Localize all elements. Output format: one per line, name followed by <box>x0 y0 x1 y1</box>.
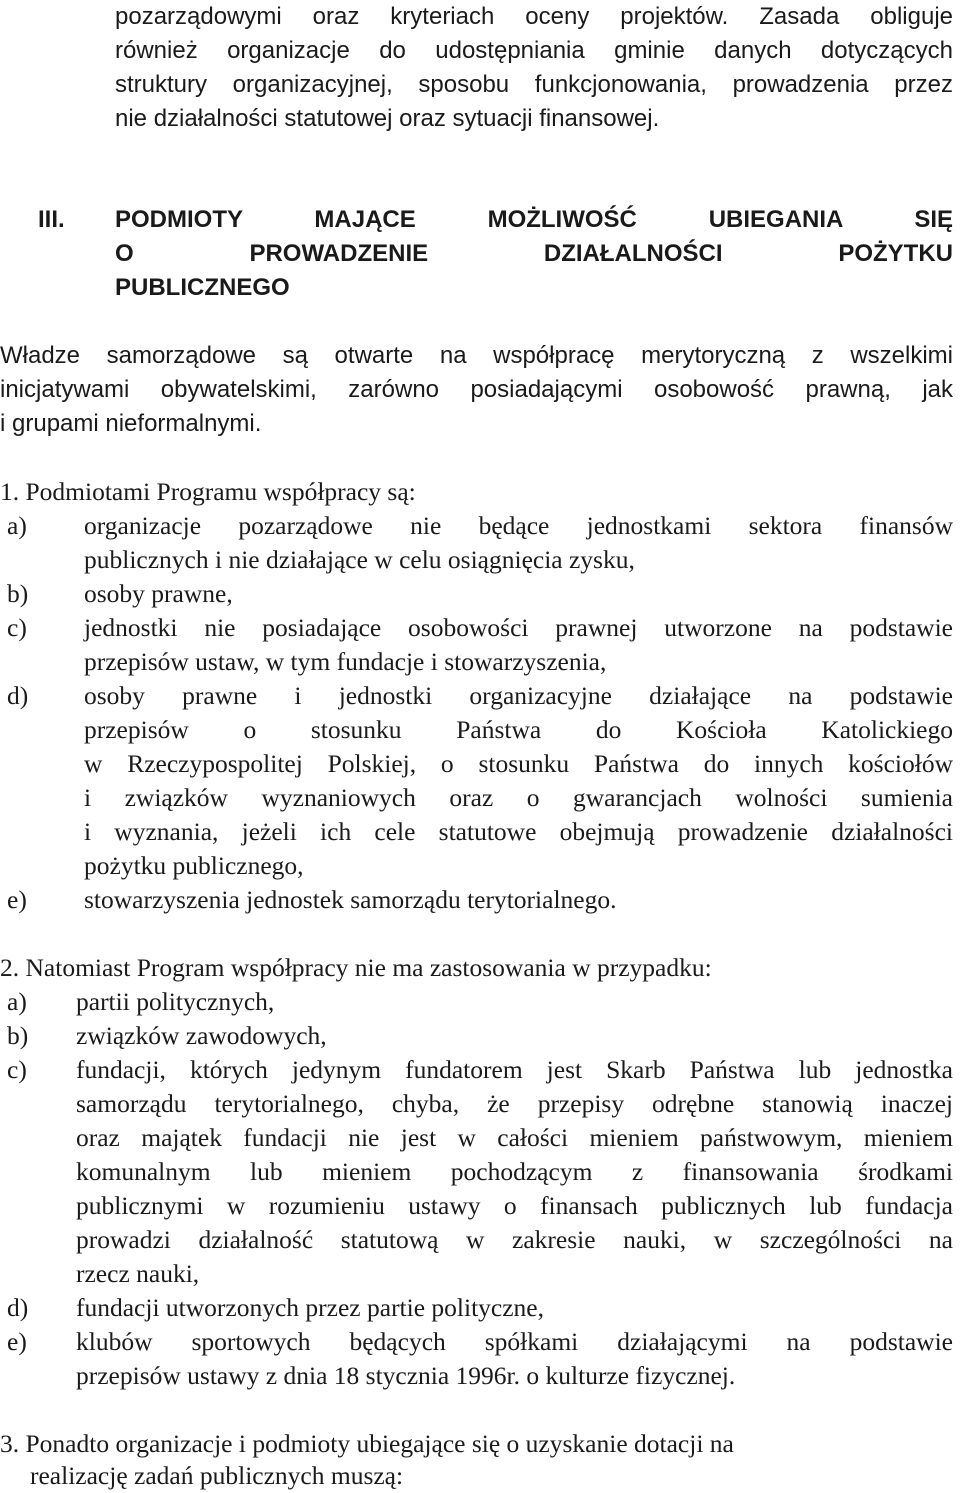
paragraph-line: pozarządowymi oraz kryteriach oceny projektów. Zasada obliguje <box>115 3 953 30</box>
item-line: fundacji utworzonych przez partie polityczne, <box>76 1293 545 1322</box>
paragraph-line: i grupami nieformalnymi. <box>0 410 262 437</box>
section-title-line: O PROWADZENIE DZIAŁALNOŚCI POŻYTKU <box>115 240 953 267</box>
paragraph-line: 3. Ponadto organizacje i podmioty ubiegające się o uzyskanie dotacji na <box>0 1429 734 1458</box>
item-line: w Rzeczypospolitej Polskiej, o stosunku Państwa do innych kościołów <box>84 749 953 778</box>
point-heading: 1. Podmiotami Programu współpracy są: <box>0 477 416 506</box>
item-line: jednostki nie posiadające osobowości prawnej utworzone na podstawie <box>84 613 953 642</box>
item-marker: c) <box>7 1055 27 1084</box>
item-marker: b) <box>7 1021 29 1050</box>
paragraph-line: inicjatywami obywatelskimi, zarówno posiadającymi osobowość prawną, jak <box>0 376 953 403</box>
item-line: prowadzi działalność statutową w zakresie nauki, w szczególności na <box>76 1225 953 1254</box>
item-line: osoby prawne i jednostki organizacyjne działające na podstawie <box>84 681 953 710</box>
item-marker: e) <box>7 885 27 914</box>
paragraph-line: struktury organizacyjnej, sposobu funkcjonowania, prowadzenia przez <box>115 71 953 98</box>
item-line: publicznych i nie działające w celu osiągnięcia zysku, <box>84 545 635 574</box>
item-line: i związków wyznaniowych oraz o gwarancjach wolności sumienia <box>84 783 953 812</box>
item-line: klubów sportowych będących spółkami działającymi na podstawie <box>76 1327 953 1356</box>
paragraph-line: również organizacje do udostępniania gminie danych dotyczących <box>115 37 953 64</box>
item-marker: e) <box>7 1327 27 1356</box>
item-line: oraz majątek fundacji nie jest w całości mieniem państwowym, mieniem <box>76 1123 953 1152</box>
item-line: organizacje pozarządowe nie będące jednostkami sektora finansów <box>84 511 953 540</box>
paragraph-line: Władze samorządowe są otwarte na współpracę merytoryczną z wszelkimi <box>0 342 953 369</box>
item-marker: a) <box>7 511 27 540</box>
item-line: fundacji, których jedynym fundatorem jest Skarb Państwa lub jednostka <box>76 1055 953 1084</box>
section-title-line: PUBLICZNEGO <box>115 274 290 301</box>
item-marker: a) <box>7 987 27 1016</box>
item-line: rzecz nauki, <box>76 1259 200 1288</box>
item-line: przepisów ustawy z dnia 18 stycznia 1996r. o kulturze fizycznej. <box>76 1361 736 1390</box>
item-line: związków zawodowych, <box>76 1021 327 1050</box>
item-line: przepisów ustaw, w tym fundacje i stowarzyszenia, <box>84 647 607 676</box>
section-title-line: PODMIOTY MAJĄCE MOŻLIWOŚĆ UBIEGANIA SIĘ <box>115 206 953 233</box>
point-heading: 2. Natomiast Program współpracy nie ma zastosowania w przypadku: <box>0 953 712 982</box>
paragraph-line: nie działalności statutowej oraz sytuacji finansowej. <box>115 105 660 132</box>
item-line: przepisów o stosunku Państwa do Kościoła Katolickiego <box>84 715 953 744</box>
item-line: osoby prawne, <box>84 579 233 608</box>
item-line: stowarzyszenia jednostek samorządu terytorialnego. <box>84 885 617 914</box>
item-line: pożytku publicznego, <box>84 851 304 880</box>
item-marker: c) <box>7 613 27 642</box>
item-marker: b) <box>7 579 29 608</box>
item-line: samorządu terytorialnego, chyba, że przepisy odrębne stanowią inaczej <box>76 1089 953 1118</box>
item-line: komunalnym lub mieniem pochodzącym z finansowania środkami <box>76 1157 953 1186</box>
item-line: i wyznania, jeżeli ich cele statutowe obejmują prowadzenie działalności <box>84 817 953 846</box>
item-line: publicznymi w rozumieniu ustawy o finansach publicznych lub fundacja <box>76 1191 953 1220</box>
section-number: III. <box>38 206 65 233</box>
item-marker: d) <box>7 1293 29 1322</box>
item-marker: d) <box>7 681 29 710</box>
item-line: partii politycznych, <box>76 987 275 1016</box>
paragraph-line: realizację zadań publicznych muszą: <box>30 1461 404 1490</box>
